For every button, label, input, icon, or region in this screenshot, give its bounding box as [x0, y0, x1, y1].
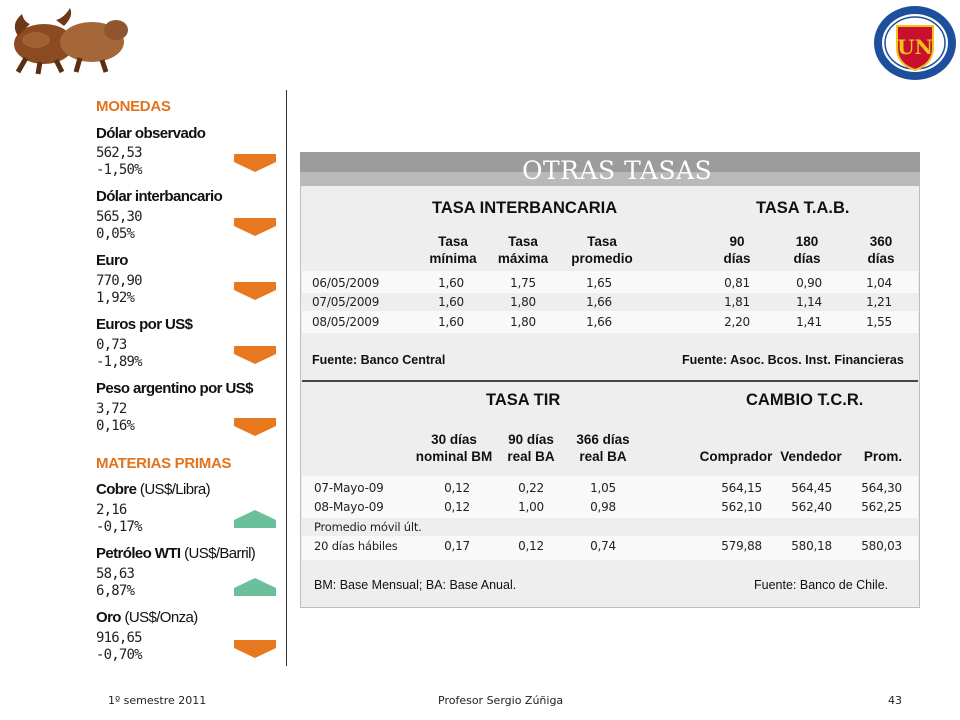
row-date: Promedio móvil últ. 20 días hábiles [314, 520, 422, 553]
section-title-materias: MATERIAS PRIMAS [96, 455, 232, 472]
commodity-value: 916,65 [96, 630, 142, 646]
footer-semester: 1º semestre 2011 [108, 694, 207, 707]
arrow-down-icon [232, 640, 278, 658]
cell: 1,55 [866, 315, 892, 329]
currency-label: Euro [96, 252, 128, 269]
commodity-label: Petróleo WTI (US$/Barril) [96, 545, 256, 562]
cell: 1,66 [586, 315, 612, 329]
cell: 0,90 [796, 276, 822, 290]
column-header: Tasa mínima [429, 234, 477, 266]
cell: 1,60 [438, 315, 464, 329]
column-header: Tasa máxima [497, 234, 549, 266]
currency-change: 1,92% [96, 290, 135, 306]
row-date: 08/05/2009 [312, 315, 380, 329]
column-header: Comprador [699, 449, 773, 464]
table-title: OTRAS TASAS [522, 156, 713, 185]
cell: 562,40 [791, 500, 832, 514]
page-number: 43 [888, 694, 902, 707]
currency-change: 0,16% [96, 418, 135, 434]
currency-label: Euros por US$ [96, 316, 193, 333]
cell: 2,20 [724, 315, 750, 329]
cell: 0,98 [590, 500, 616, 514]
commodity-change: -0,70% [96, 647, 142, 663]
currency-value: 770,90 [96, 273, 142, 289]
cell: 1,21 [866, 295, 892, 309]
bull-bear-image [6, 6, 136, 76]
cell: 1,04 [866, 276, 892, 290]
cell: 1,66 [586, 295, 612, 309]
column-divider [286, 90, 287, 666]
column-header: Vendedor [780, 449, 842, 464]
cell: 1,60 [438, 276, 464, 290]
cell: 1,14 [796, 295, 822, 309]
arrow-down-icon [232, 418, 278, 436]
currency-change: 0,05% [96, 226, 135, 242]
currency-label: Dólar interbancario [96, 188, 223, 205]
cell: 0,74 [590, 539, 616, 553]
cell: 1,00 [518, 500, 544, 514]
currency-change: -1,89% [96, 354, 142, 370]
cell: 564,15 [721, 481, 762, 495]
cell: 1,41 [796, 315, 822, 329]
arrow-down-icon [232, 282, 278, 300]
cell: 0,12 [518, 539, 544, 553]
cell: 1,80 [510, 315, 536, 329]
cell: 580,03 [861, 539, 902, 553]
currency-value: 3,72 [96, 401, 127, 417]
tab-title: TASA T.A.B. [756, 199, 850, 217]
column-header: 90 días real BA [507, 432, 555, 464]
row-date: 07/05/2009 [312, 295, 380, 309]
column-header: 360 días [867, 234, 895, 266]
cell: 1,80 [510, 295, 536, 309]
cell: 0,12 [444, 500, 470, 514]
currency-value: 565,30 [96, 209, 142, 225]
column-header: 90 días [723, 234, 751, 266]
tir-title: TASA TIR [486, 391, 561, 409]
footer-author: Profesor Sergio Zúñiga [438, 694, 564, 707]
cell: 1,65 [586, 276, 612, 290]
column-header: 30 días nominal BM [415, 432, 493, 464]
arrow-down-icon [232, 218, 278, 236]
commodity-value: 58,63 [96, 566, 135, 582]
commodity-value: 2,16 [96, 502, 127, 518]
currency-value: 562,53 [96, 145, 142, 161]
cell: 0,81 [724, 276, 750, 290]
column-header: Tasa promedio [571, 234, 633, 266]
column-header: 366 días real BA [576, 432, 630, 464]
section-title-monedas: MONEDAS [96, 98, 171, 115]
university-seal-logo [872, 4, 958, 82]
cell: 0,22 [518, 481, 544, 495]
logo-initials: UN [897, 35, 933, 59]
currency-label: Dólar observado [96, 125, 206, 142]
commodity-change: -0,17% [96, 519, 142, 535]
cell: 1,81 [724, 295, 750, 309]
currency-value: 0,73 [96, 337, 127, 353]
column-header: 180 días [793, 234, 821, 266]
section-divider [302, 380, 918, 382]
cell: 0,12 [444, 481, 470, 495]
tcr-title: CAMBIO T.C.R. [746, 391, 864, 409]
interbancaria-title: TASA INTERBANCARIA [432, 199, 618, 217]
arrow-up-icon [232, 510, 278, 528]
arrow-down-icon [232, 346, 278, 364]
cell: 562,25 [861, 500, 902, 514]
commodity-label: Cobre (US$/Libra) [96, 481, 211, 498]
cell: 579,88 [721, 539, 762, 553]
arrow-up-icon [232, 578, 278, 596]
row-date: 06/05/2009 [312, 276, 380, 290]
row-date: 07-Mayo-09 [314, 481, 384, 495]
cell: 1,05 [590, 481, 616, 495]
column-header: Prom. [863, 449, 903, 464]
commodity-change: 6,87% [96, 583, 135, 599]
currency-change: -1,50% [96, 162, 142, 178]
commodity-label: Oro (US$/Onza) [96, 609, 198, 626]
source-note: Fuente: Asoc. Bcos. Inst. Financieras [682, 353, 904, 367]
cell: 562,10 [721, 500, 762, 514]
source-note: Fuente: Banco Central [312, 353, 446, 367]
arrow-down-icon [232, 154, 278, 172]
row-date: 08-Mayo-09 [314, 500, 384, 514]
source-note: Fuente: Banco de Chile. [754, 578, 889, 592]
cell: 1,75 [510, 276, 536, 290]
cell: 1,60 [438, 295, 464, 309]
base-note: BM: Base Mensual; BA: Base Anual. [314, 578, 517, 592]
cell: 564,45 [791, 481, 832, 495]
cell: 0,17 [444, 539, 470, 553]
cell: 580,18 [791, 539, 832, 553]
currency-label: Peso argentino por US$ [96, 380, 253, 397]
cell: 564,30 [861, 481, 902, 495]
